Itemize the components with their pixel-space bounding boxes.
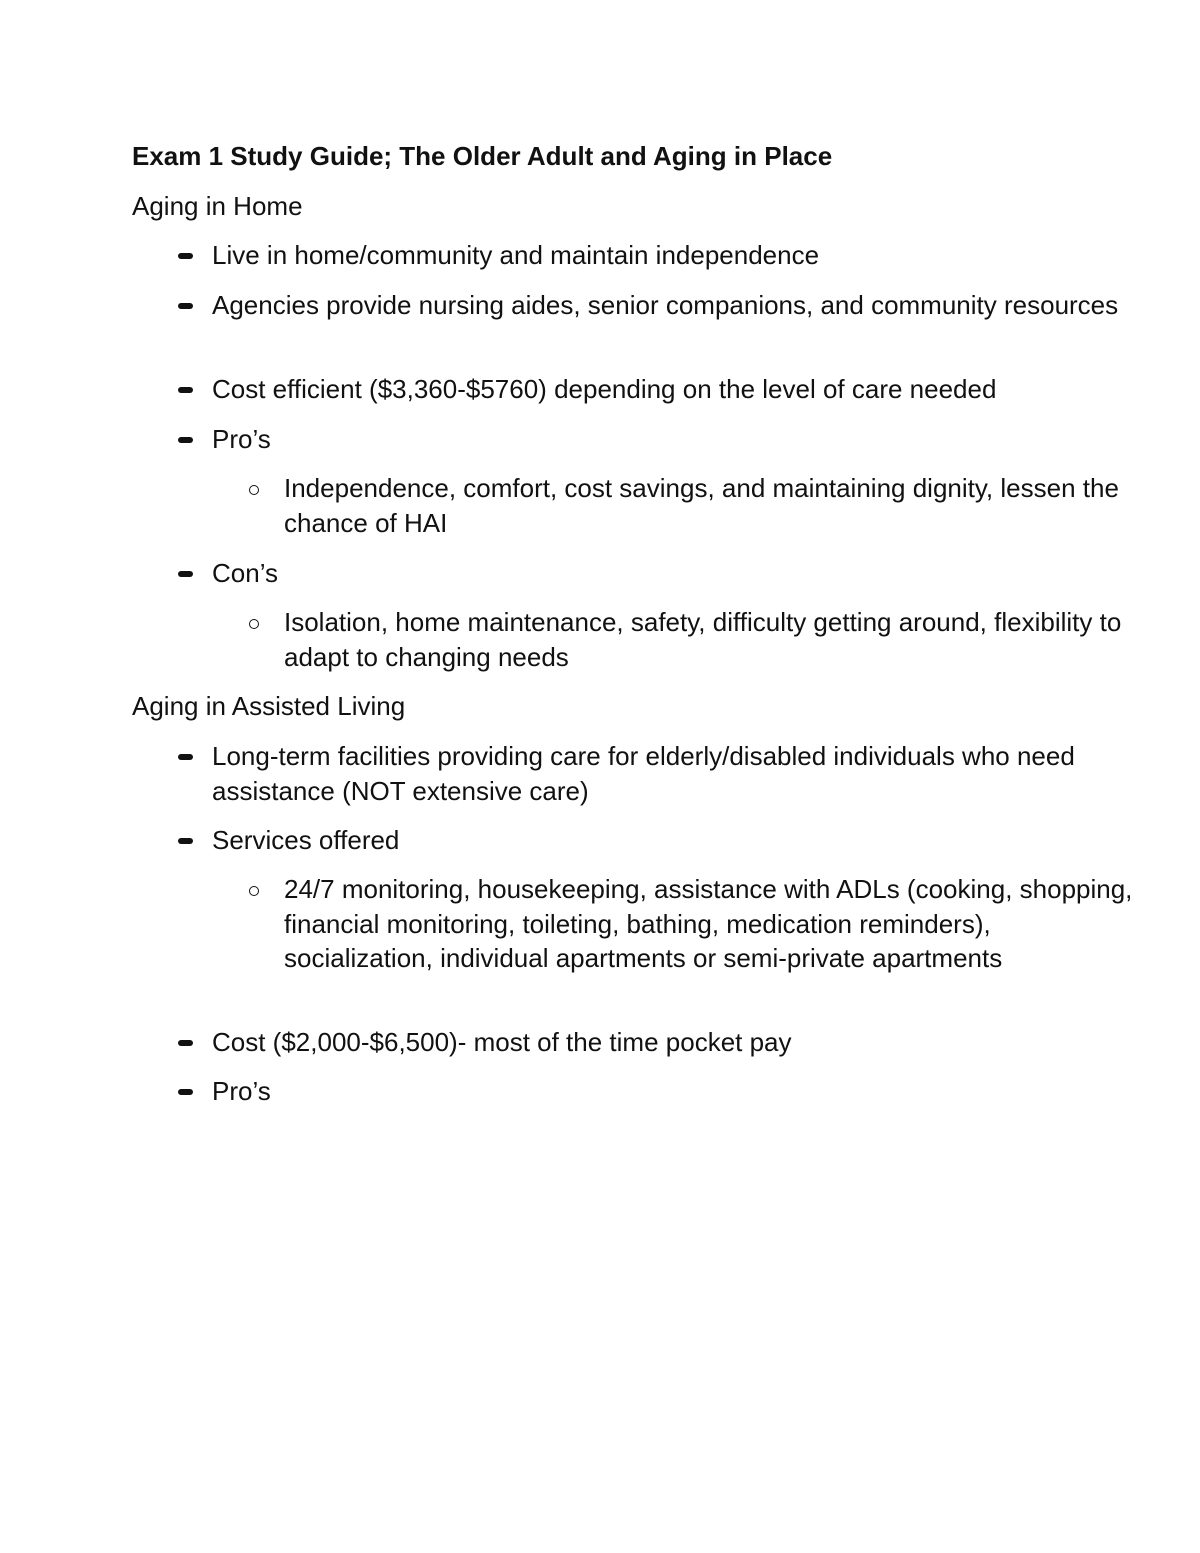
list-item: Long-term facilities providing care for elderly/disabled individuals who need assistance (NOT extensive care) — [212, 741, 1075, 806]
list-item: Services offered — [212, 825, 400, 855]
list-item: Live in home/community and maintain independence — [212, 240, 820, 270]
list-item-pros: Pro’s — [212, 1076, 271, 1106]
bullet-dash-icon — [178, 303, 193, 309]
bullet-dash-icon — [178, 1040, 193, 1046]
sub-list-item: Isolation, home maintenance, safety, difficulty getting around, flexibility to adapt to changing needs — [284, 607, 1122, 672]
section-heading-aging-in-home: Aging in Home — [132, 191, 303, 221]
bullet-dash-icon — [178, 571, 193, 577]
list-item-pros: Pro’s — [212, 424, 271, 454]
bullet-circle-icon — [249, 886, 259, 896]
bullet-dash-icon — [178, 387, 193, 393]
page-title: Exam 1 Study Guide; The Older Adult and Aging in Place — [132, 141, 833, 171]
bullet-dash-icon — [178, 253, 193, 259]
bullet-circle-icon — [249, 619, 259, 629]
bullet-dash-icon — [178, 838, 193, 844]
bullet-circle-icon — [249, 485, 259, 495]
list-item-cons: Con’s — [212, 558, 279, 588]
list-item: Agencies provide nursing aides, senior companions, and community resources — [212, 290, 1119, 320]
list-item: Cost ($2,000-$6,500)- most of the time pocket pay — [212, 1027, 792, 1057]
bullet-dash-icon — [178, 1089, 193, 1095]
bullet-dash-icon — [178, 437, 193, 443]
bullet-dash-icon — [178, 754, 193, 760]
list-item: Cost efficient ($3,360-$5760) depending on the level of care needed — [212, 374, 997, 404]
sub-list-item: 24/7 monitoring, housekeeping, assistance with ADLs (cooking, shopping, financial monitoring, toileting, bathing, medication reminders), socialization, individual apartments or semi-private apartments — [284, 874, 1133, 973]
section-heading-aging-in-assisted-living: Aging in Assisted Living — [132, 691, 406, 721]
sub-list-item: Independence, comfort, cost savings, and maintaining dignity, lessen the chance of HAI — [284, 473, 1119, 538]
